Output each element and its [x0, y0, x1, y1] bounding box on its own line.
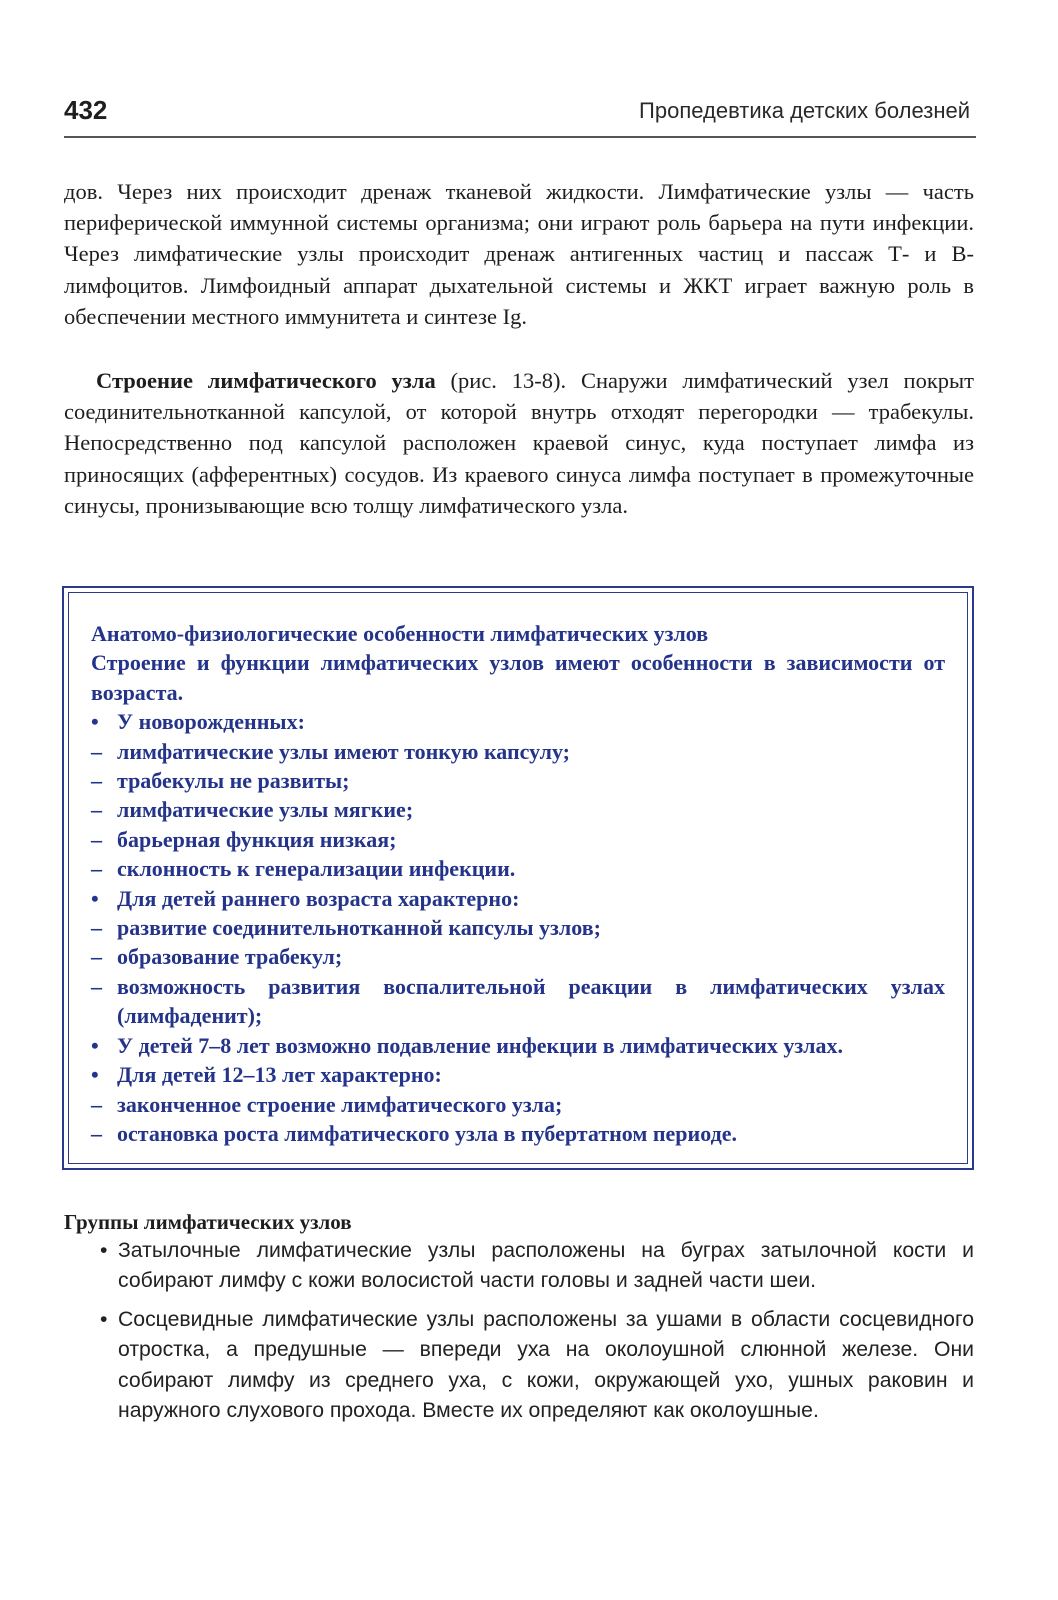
paragraph-lead: Строение лимфатического узла — [96, 368, 436, 393]
infobox-item-text: Для детей раннего возраста характерно: — [117, 885, 520, 911]
infobox-item-text: Для детей 12–13 лет характерно: — [117, 1062, 442, 1088]
infobox-item-text: У новорожденных: — [117, 709, 305, 735]
infobox-list-item — [91, 766, 945, 795]
infobox-title: Анатомо-физиологические особенности лимфатических узлов — [91, 621, 709, 646]
infobox-item-text: барьерная функция низкая; — [117, 826, 397, 852]
dash-marker: – — [91, 768, 102, 794]
running-title: Пропедевтика детских болезней — [639, 98, 970, 123]
infobox-list-item — [91, 825, 945, 854]
dash-marker: – — [91, 973, 102, 999]
dash-marker: – — [91, 826, 102, 852]
lymph-node-groups-list — [64, 1236, 974, 1434]
section-heading: Группы лимфатических узлов — [64, 1210, 352, 1234]
bullet-marker: • — [100, 1307, 108, 1331]
infobox-item-text: развитие соединительнотканной капсулы узлов; — [117, 915, 601, 941]
infobox-item-text: образование трабекул; — [117, 944, 343, 970]
bullet-marker: • — [91, 1032, 99, 1058]
infobox-item-text: законченное строение лимфатического узла; — [117, 1091, 563, 1117]
dash-marker: – — [91, 915, 102, 941]
infobox-list-item — [91, 1031, 945, 1060]
infobox-item-text: возможность развития воспалительной реакции в лимфатических узлах (лимфаденит); — [117, 973, 945, 1029]
dash-marker: – — [91, 1091, 102, 1117]
dash-marker: – — [91, 738, 102, 764]
bullet-marker: • — [91, 709, 99, 735]
infobox-list-item — [91, 854, 945, 883]
infobox-list-item — [91, 1090, 945, 1119]
infobox-list-item — [91, 1060, 945, 1089]
page-number: 432 — [64, 95, 108, 125]
infobox-content — [68, 592, 968, 1164]
infobox-intro: Строение и функции лимфатических узлов имеют особенности в зависимости от возраста. — [91, 650, 945, 705]
bullet-marker: • — [91, 885, 99, 911]
infobox-list-item — [91, 707, 945, 736]
infobox-list — [91, 707, 945, 1148]
body-paragraph-structure — [64, 365, 974, 521]
infobox-list-item — [91, 942, 945, 971]
infobox-item-text: остановка роста лимфатического узла в пубертатном периоде. — [117, 1120, 737, 1146]
dash-marker: – — [91, 797, 102, 823]
list-item-text: Сосцевидные лимфатические узлы расположены за ушами в области сосцевидного отростка, а предушные — впереди уха на околоушной слюнной железе. Они собирают лимфу из среднего уха, с кожи, окружающей ухо, ушных раковин и наружного слухового прохода. Вместе их определяют как околоушные. — [118, 1307, 974, 1423]
infobox-item-text: лимфатические узлы имеют тонкую капсулу; — [117, 738, 570, 764]
infobox-list-item — [91, 913, 945, 942]
infobox-item-text: склонность к генерализации инфекции. — [117, 856, 516, 882]
infobox — [62, 586, 974, 1170]
page-header — [64, 96, 976, 138]
paragraph-text: (рис. 13-8). Снаружи лимфатический узел покрыт соединительнотканной капсулой, от которой внутрь отходят перегородки — трабекулы. Непосредственно под капсулой расположен краевой синус, куда поступает лимфа из приносящих (афферентных) сосудов. Из краевого синуса лимфа поступает в промежуточные синусы, пронизывающие всю толщу лимфатического узла. — [64, 368, 974, 518]
infobox-item-text: У детей 7–8 лет возможно подавление инфекции в лимфатических узлах. — [117, 1032, 844, 1058]
infobox-list-item — [91, 972, 945, 1031]
list-item-text: Затылочные лимфатические узлы расположены на буграх затылочной кости и собирают лимфу с кожи волосистой части головы и задней части шеи. — [118, 1239, 974, 1293]
bullet-marker: • — [100, 1239, 108, 1262]
infobox-list-item — [91, 795, 945, 824]
infobox-item-text: трабекулы не развиты; — [117, 768, 350, 794]
list-item — [64, 1305, 974, 1427]
infobox-list-item — [91, 737, 945, 766]
infobox-item-text: лимфатические узлы мягкие; — [117, 797, 414, 823]
list-item — [64, 1236, 974, 1297]
bullet-marker: • — [91, 1062, 99, 1088]
infobox-list-item — [91, 1119, 945, 1148]
body-paragraph: дов. Через них происходит дренаж тканевой жидкости. Лимфатические узлы — часть периферической иммунной системы организма; они играют роль барьера на пути инфекции. Через лимфатические узлы происходит дренаж антигенных частиц и пассаж Т- и В-лимфоцитов. Лимфоидный аппарат дыхательной системы и ЖКТ играет важную роль в обеспечении местного иммунитета и синтезе Ig. — [64, 179, 974, 329]
dash-marker: – — [91, 1120, 102, 1146]
infobox-list-item — [91, 884, 945, 913]
dash-marker: – — [91, 944, 102, 970]
dash-marker: – — [91, 856, 102, 882]
